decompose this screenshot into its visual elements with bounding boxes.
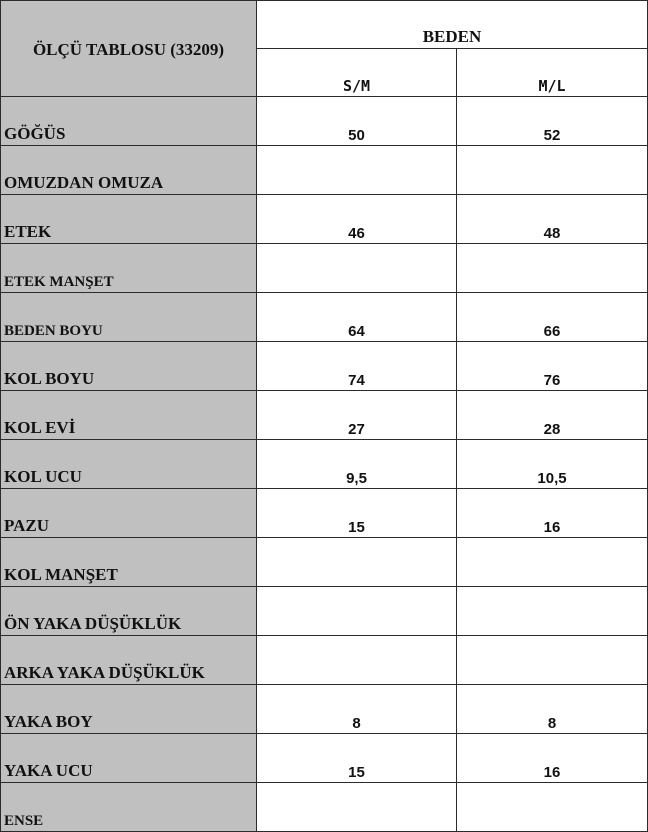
value-s-m: 46: [257, 195, 457, 244]
table-row: [1, 342, 648, 391]
table-title: ÖLÇÜ TABLOSU (33209): [1, 1, 257, 97]
value-s-m: 50: [257, 97, 457, 146]
row-label: ARKA YAKA DÜŞÜKLÜK: [1, 636, 257, 685]
table-row: [1, 636, 648, 685]
row-label: KOL UCU: [1, 440, 257, 489]
value-m-l: [457, 587, 648, 636]
value-s-m: [257, 244, 457, 293]
value-m-l: 76: [457, 342, 648, 391]
row-label: BEDEN BOYU: [1, 293, 257, 342]
table-row: [1, 489, 648, 538]
table-row: [1, 146, 648, 195]
table-row: [1, 587, 648, 636]
row-label: KOL EVİ: [1, 391, 257, 440]
table-row: [1, 391, 648, 440]
size-header-m-l: M/L: [457, 49, 648, 97]
table-row: [1, 293, 648, 342]
value-s-m: 9,5: [257, 440, 457, 489]
row-label: KOL BOYU: [1, 342, 257, 391]
value-m-l: [457, 538, 648, 587]
value-s-m: [257, 783, 457, 832]
value-s-m: 15: [257, 489, 457, 538]
row-label: ETEK MANŞET: [1, 244, 257, 293]
table-row: [1, 195, 648, 244]
row-label: OMUZDAN OMUZA: [1, 146, 257, 195]
table-row: [1, 97, 648, 146]
value-s-m: 74: [257, 342, 457, 391]
row-label: GÖĞÜS: [1, 97, 257, 146]
table-row: [1, 538, 648, 587]
table-row: [1, 734, 648, 783]
value-m-l: [457, 146, 648, 195]
value-m-l: 48: [457, 195, 648, 244]
row-label: KOL MANŞET: [1, 538, 257, 587]
table-row: [1, 244, 648, 293]
value-s-m: [257, 146, 457, 195]
table-row: [1, 783, 648, 832]
value-m-l: 28: [457, 391, 648, 440]
value-s-m: 64: [257, 293, 457, 342]
value-s-m: 8: [257, 685, 457, 734]
value-m-l: 8: [457, 685, 648, 734]
value-m-l: [457, 783, 648, 832]
value-m-l: [457, 244, 648, 293]
value-m-l: 16: [457, 489, 648, 538]
value-m-l: [457, 636, 648, 685]
table-row: [1, 685, 648, 734]
value-s-m: [257, 587, 457, 636]
row-label: ÖN YAKA DÜŞÜKLÜK: [1, 587, 257, 636]
value-m-l: 16: [457, 734, 648, 783]
value-s-m: [257, 538, 457, 587]
table-row: [1, 440, 648, 489]
row-label: YAKA BOY: [1, 685, 257, 734]
row-label: ENSE: [1, 783, 257, 832]
value-m-l: 66: [457, 293, 648, 342]
value-s-m: 15: [257, 734, 457, 783]
row-label: ETEK: [1, 195, 257, 244]
value-m-l: 10,5: [457, 440, 648, 489]
size-group-header: BEDEN: [257, 1, 648, 49]
size-header-s-m: S/M: [257, 49, 457, 97]
value-m-l: 52: [457, 97, 648, 146]
value-s-m: 27: [257, 391, 457, 440]
row-label: PAZU: [1, 489, 257, 538]
row-label: YAKA UCU: [1, 734, 257, 783]
value-s-m: [257, 636, 457, 685]
